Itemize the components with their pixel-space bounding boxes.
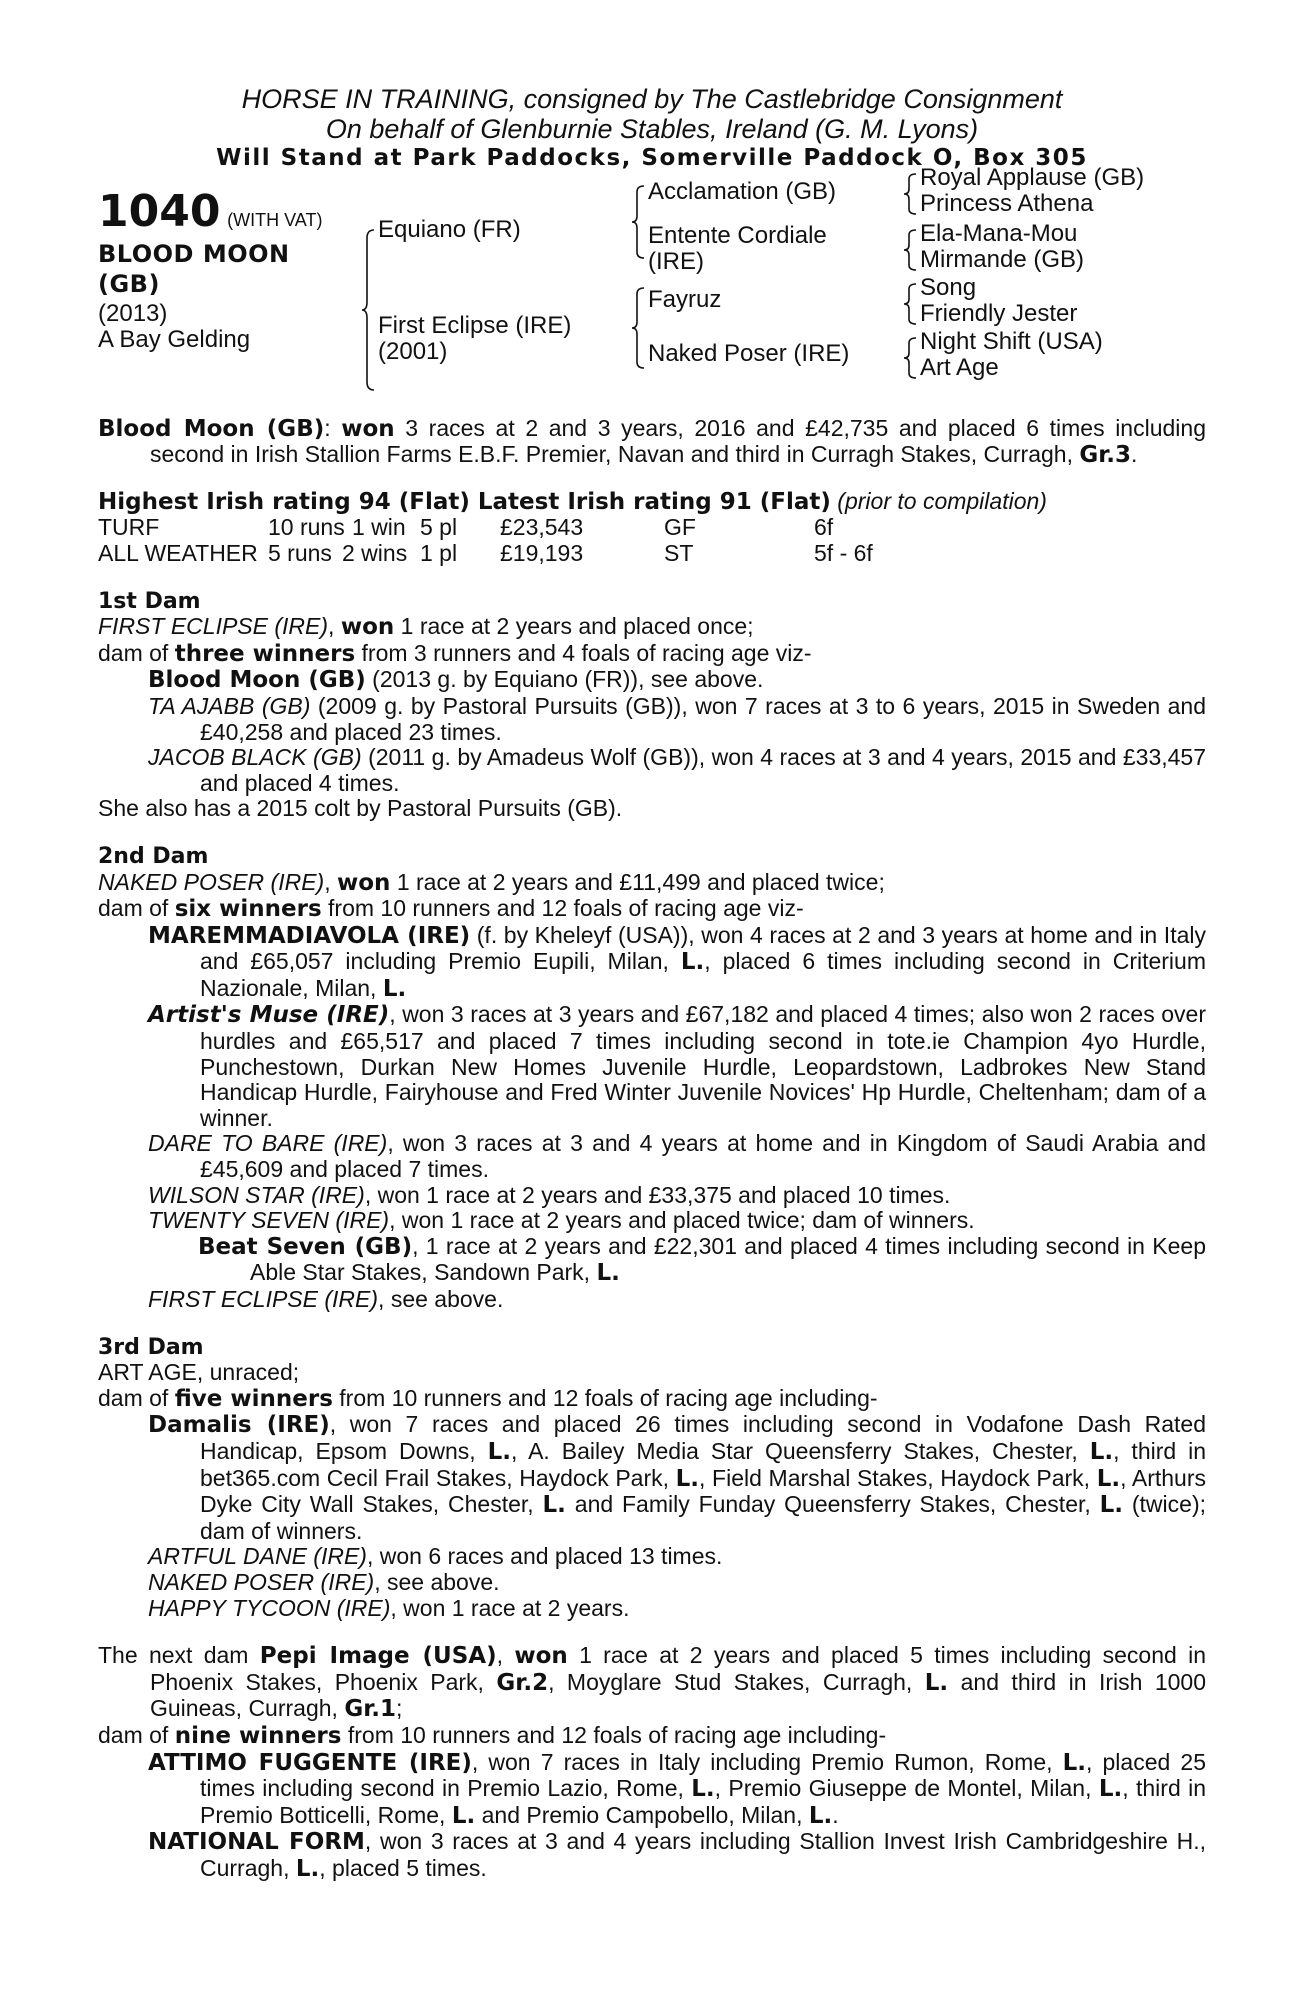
- dam-sire-dam: Friendly Jester: [920, 299, 1078, 327]
- produce-text: , won 1 race at 2 years and placed twice; dam of winners.: [389, 1207, 975, 1234]
- produce-text: , Premio Giuseppe de Montel, Milan,: [714, 1775, 1099, 1802]
- won-label: won: [341, 415, 395, 442]
- produce-entry: [98, 1544, 1206, 1570]
- ratings-note: (prior to compilation): [830, 487, 1047, 514]
- consignor-line: HORSE IN TRAINING, consigned by The Castlebridge Consignment: [241, 84, 1063, 114]
- listed-badge: L.: [675, 1465, 700, 1492]
- produce-text: , won 1 race at 2 years and £33,375 and placed 10 times.: [364, 1181, 951, 1208]
- produce-name: FIRST ECLIPSE (IRE): [148, 1286, 379, 1312]
- dam-name: Pepi Image (USA): [259, 1643, 497, 1670]
- dam-record-text: 1 race at 2 years and £11,499 and placed twice;: [390, 868, 885, 895]
- produce-entry: [98, 923, 1206, 1003]
- produce-name: TA AJABB (GB): [148, 692, 311, 719]
- dam-year: (2001): [378, 337, 448, 365]
- wins: 1 win: [352, 514, 406, 541]
- produce-entry: [98, 745, 1206, 796]
- produce-text: and Premio Campobello, Milan,: [475, 1801, 809, 1828]
- bracket-ds: [906, 284, 920, 324]
- dam-record-text: 1 race at 2 years and placed 5 times including second in Phoenix Stakes, Phoenix Park,: [150, 1642, 1206, 1695]
- runs: 5 runs: [268, 539, 332, 566]
- lot-number: 1040: [98, 185, 221, 237]
- dam-produce-summary: [98, 641, 1206, 668]
- listed-badge: L.: [691, 1776, 715, 1803]
- produce-name: HAPPY TYCOON (IRE): [148, 1594, 391, 1621]
- dam-of: dam of: [98, 1721, 175, 1748]
- horse-country: (GB): [98, 269, 160, 298]
- produce-entry: [98, 1829, 1206, 1882]
- dam-dam-dam: Art Age: [920, 353, 999, 381]
- produce-text: .: [832, 1801, 839, 1828]
- produce-entry: [98, 1596, 1206, 1622]
- section-heading: 1st Dam: [98, 588, 201, 614]
- produce-text: from 10 runners and 12 foals of racing age including-: [341, 1721, 887, 1748]
- second-dam-section: [98, 844, 1206, 1313]
- dam-produce-summary: [98, 1386, 1206, 1413]
- produce-text: (2011 g. by Amadeus Wolf (GB)), won 4 races at 3 and 4 years, 2015 and £33,457 and placed 4 times.: [200, 744, 1207, 796]
- ratings-row: [98, 515, 1206, 541]
- produce-name: NAKED POSER (IRE): [148, 1568, 375, 1595]
- produce-text: , won 1 race at 2 years.: [390, 1594, 630, 1621]
- sire-sire-dam: Princess Athena: [920, 189, 1094, 217]
- placed: 5 pl: [420, 514, 458, 541]
- dam-of: dam of: [98, 639, 175, 666]
- produce-entry: [98, 1412, 1206, 1544]
- produce-text: , won 3 races at 3 years and £67,182 and placed 4 times; also won 2 races over hurdles and £65,517 and placed 7 times including second in tote.ie Champion 4yo Hurdle, Punchestown, Durkan New Homes Juvenile Hurdle, Leopardstown, Ladbrokes New Stand Handicap Hurdle, Fairyhouse and Fred Winter Juvenile Novices' Hp Hurdle, Cheltenham; dam of a winner.: [200, 1001, 1206, 1131]
- produce-text: , Field Marshal Stakes, Haydock Park,: [699, 1464, 1097, 1491]
- first-dam-section: [98, 589, 1206, 822]
- summary-end: .: [1131, 441, 1138, 468]
- dam-of: dam of: [98, 1384, 175, 1411]
- summary-text: 3 races at 2 and 3 years, 2016 and £42,735 and placed 6 times including second in Irish Stallion Farms E.B.F. Premier, Navan and third in Curragh Stakes, Curragh,: [150, 414, 1206, 468]
- produce-name: NATIONAL FORM: [148, 1829, 365, 1856]
- produce-name: Damalis (IRE): [148, 1412, 330, 1439]
- produce-text: , won 3 races at 3 and 4 years at home and in Kingdom of Saudi Arabia and £45,609 and placed 7 times.: [200, 1130, 1206, 1183]
- produce-text: , 1 race at 2 years and £22,301 and placed 4 times including second in Keep Able Star Stakes, Sandown Park,: [250, 1232, 1206, 1286]
- produce-text: , placed 6 times including second in Criterium Nazionale, Milan,: [200, 948, 1206, 1001]
- going: ST: [664, 539, 694, 566]
- produce-text: and Family Funday Queensferry Stakes, Chester,: [565, 1491, 1100, 1518]
- group-badge: Gr.3: [1079, 442, 1132, 469]
- dam-dam-sire: Night Shift (USA): [920, 327, 1103, 355]
- produce-name: JACOB BLACK (GB): [148, 744, 362, 771]
- sire-sire-sire: Royal Applause (GB): [920, 163, 1145, 191]
- produce-name: MAREMMADIAVOLA (IRE): [148, 922, 471, 949]
- listed-badge: L.: [924, 1669, 949, 1696]
- produce-name: Beat Seven (GB): [198, 1233, 413, 1260]
- produce-text: , placed 25 times including second in Premio Lazio, Rome,: [200, 1748, 1206, 1802]
- produce-entry: [98, 1208, 1206, 1234]
- race-summary: Blood Moon (GB): won 3 races at 2 and 3 years, 2016 and £42,735 and placed 6 times including second in Irish Stallion Farms E.B.F. Premier, Navan and third in Curragh Stakes, Curragh, Gr.3.: [98, 414, 1206, 469]
- lot-number-line: [98, 185, 323, 237]
- produce-name: ARTFUL DANE (IRE): [148, 1543, 367, 1570]
- won-label: won: [337, 869, 391, 896]
- produce-text: from 10 runners and 12 foals of racing age viz-: [321, 895, 804, 922]
- listed-badge: L.: [542, 1492, 566, 1519]
- produce-text: from 3 runners and 4 foals of racing age viz-: [355, 639, 812, 666]
- also-note: She also has a 2015 colt by Pastoral Pursuits (GB).: [98, 795, 623, 822]
- produce-name: DARE TO BARE (IRE): [148, 1130, 388, 1157]
- dam-sire: Fayruz: [648, 285, 722, 313]
- winner-count: nine winners: [174, 1722, 342, 1749]
- dam-record-text: , Moyglare Stud Stakes, Curragh,: [548, 1668, 925, 1695]
- produce-name: WILSON STAR (IRE): [148, 1181, 365, 1208]
- produce-text: , won 6 races and placed 13 times.: [366, 1543, 723, 1570]
- won-label: won: [514, 1643, 568, 1670]
- wins: 2 wins: [342, 539, 408, 566]
- produce-text: from 10 runners and 12 foals of racing age including-: [332, 1384, 878, 1411]
- ratings-row: [98, 541, 1206, 567]
- pedigree-block: [98, 163, 1206, 400]
- produce-entry: [98, 1287, 1206, 1313]
- winner-count: three winners: [174, 640, 356, 667]
- grand-produce-entry: [98, 1234, 1206, 1287]
- dam-record-text: 1 race at 2 years and placed once;: [394, 613, 754, 640]
- dam-dam: Naked Poser (IRE): [648, 339, 850, 367]
- produce-name: TWENTY SEVEN (IRE): [148, 1207, 390, 1234]
- winner-count: six winners: [174, 896, 322, 923]
- dam-produce-summary: [98, 896, 1206, 923]
- listed-badge: L.: [680, 949, 705, 976]
- produce-text: , won 3 races at 3 and 4 years including Stallion Invest Irish Cambridgeshire H., Curragh,: [200, 1828, 1207, 1881]
- listed-badge: L.: [1099, 1492, 1124, 1519]
- dam-of: dam of: [98, 895, 175, 922]
- produce-text: , third in Premio Botticelli, Rome,: [200, 1775, 1206, 1828]
- produce-text: , A. Bailey Media Star Queensferry Stakes, Chester,: [511, 1437, 1090, 1464]
- winner-count: five winners: [174, 1385, 333, 1412]
- listed-badge: L.: [1098, 1776, 1123, 1803]
- produce-text: , see above.: [378, 1286, 504, 1312]
- surface: TURF: [98, 514, 160, 541]
- produce-text: , won 7 races and placed 26 times including second in Vodafone Dash Rated Handicap, Epsom Downs,: [200, 1411, 1206, 1464]
- bracket-dam: [634, 288, 648, 368]
- section-heading: 2nd Dam: [98, 843, 209, 869]
- produce-name: Artist's Muse (IRE): [148, 1002, 390, 1029]
- produce-entry: [98, 667, 1206, 694]
- ratings-block: [98, 489, 1206, 567]
- produce-text: (f. by Kheleyf (USA)), won 4 races at 2 and 3 years at home and in Italy and £65,057 including Premio Eupili, Milan,: [200, 921, 1206, 975]
- listed-badge: L.: [382, 975, 407, 1002]
- produce-text: (2009 g. by Pastoral Pursuits (GB)), won 7 races at 3 to 6 years, 2015 in Sweden and £40,258 and placed 23 times.: [200, 692, 1207, 745]
- prize-money: £19,193: [500, 539, 584, 566]
- dam-name: FIRST ECLIPSE (IRE): [98, 613, 329, 640]
- going: GF: [664, 514, 696, 541]
- produce-entry: [98, 1750, 1206, 1830]
- dam-record: NAKED POSER (IRE), won 1 race at 2 years and £11,499 and placed twice;: [98, 868, 885, 896]
- horse-name: BLOOD MOON: [98, 239, 290, 268]
- dam-record: ART AGE, unraced;: [98, 1359, 300, 1386]
- produce-text: , Arthurs Dyke City Wall Stakes, Chester,: [200, 1464, 1206, 1518]
- listed-badge: L.: [596, 1260, 620, 1287]
- sire-sire: Acclamation (GB): [648, 177, 837, 205]
- dam-produce-summary: [98, 1723, 1206, 1750]
- third-dam-section: [98, 1335, 1206, 1622]
- runs: 10 runs: [268, 514, 345, 541]
- sire: Equiano (FR): [378, 215, 521, 243]
- bracket-sd: [906, 230, 920, 270]
- produce-entry: [98, 694, 1206, 745]
- produce-text: , placed 5 times.: [319, 1854, 487, 1881]
- dam-sire-sire: Song: [920, 273, 977, 301]
- won-label: won: [340, 614, 395, 641]
- produce-name: Blood Moon (GB): [148, 667, 366, 694]
- section-heading: 3rd Dam: [98, 1334, 204, 1360]
- catalogue-page: [98, 84, 1206, 1882]
- produce-entry: [98, 1131, 1206, 1182]
- surface: ALL WEATHER: [98, 539, 258, 566]
- ratings-heading: Highest Irish rating 94 (Flat) Latest Irish rating 91 (Flat): [98, 488, 831, 515]
- listed-badge: L.: [808, 1802, 833, 1829]
- placed: 1 pl: [420, 539, 458, 566]
- group-badge: Gr.1: [344, 1696, 397, 1723]
- vat-note: (WITH VAT): [227, 209, 323, 230]
- produce-text: , third in bet365.com Cecil Frail Stakes, Haydock Park,: [200, 1437, 1206, 1491]
- bracket-dd: [906, 338, 920, 378]
- sire-dam-sire: Ela-Mana-Mou: [920, 219, 1078, 247]
- bracket-gen1: [364, 230, 378, 390]
- bracket-ss: [906, 174, 920, 214]
- produce-text: (twice); dam of winners.: [200, 1491, 1206, 1544]
- produce-entry: [98, 1183, 1206, 1209]
- dam-record-text: ;: [396, 1695, 403, 1722]
- ratings-title: [98, 489, 1206, 516]
- sire-dam-dam: Mirmande (GB): [920, 245, 1085, 273]
- produce-text: (2013 g. by Equiano (FR)), see above.: [365, 666, 764, 693]
- produce-text: , won 7 races in Italy including Premio Rumon, Rome,: [471, 1748, 1063, 1775]
- produce-entry: [98, 1570, 1206, 1596]
- dam-record: The next dam Pepi Image (USA), won 1 race at 2 years and placed 5 times including second in Phoenix Stakes, Phoenix Park, Gr.2, Moyglare Stud Stakes, Curragh, L. and third in Irish 1000 Guineas, Curragh, Gr.1;: [98, 1642, 1207, 1723]
- produce-entry: [98, 1002, 1206, 1131]
- lead-text: The next dam: [98, 1642, 260, 1669]
- listed-badge: L.: [1062, 1749, 1087, 1776]
- horse-description: A Bay Gelding: [98, 325, 251, 353]
- listed-badge: L.: [1089, 1438, 1114, 1465]
- dam-name: NAKED POSER (IRE): [98, 868, 325, 895]
- listed-badge: L.: [295, 1855, 320, 1882]
- prize-money: £23,543: [500, 514, 584, 541]
- dam-record-text: and third in Irish 1000 Guineas, Curragh,: [150, 1668, 1207, 1722]
- listed-badge: L.: [487, 1438, 512, 1465]
- dam: First Eclipse (IRE): [378, 311, 572, 339]
- next-dam-section: [98, 1643, 1206, 1882]
- summary-horse-name: Blood Moon (GB): [98, 415, 325, 442]
- produce-name: ATTIMO FUGGENTE (IRE): [148, 1749, 472, 1776]
- distance: 6f: [814, 514, 834, 541]
- vendor-line: On behalf of Glenburnie Stables, Ireland (G. M. Lyons): [325, 114, 979, 144]
- dam-record: FIRST ECLIPSE (IRE), won 1 race at 2 years and placed once;: [98, 613, 754, 641]
- distance: 5f - 6f: [814, 539, 873, 566]
- horse-year: (2013): [98, 299, 168, 327]
- produce-text: , see above.: [374, 1568, 500, 1595]
- listed-badge: L.: [1096, 1465, 1121, 1492]
- listed-badge: L.: [451, 1802, 476, 1829]
- bracket-sire: [634, 186, 648, 258]
- group-badge: Gr.2: [496, 1669, 549, 1696]
- location-line: Will Stand at Park Paddocks, Somerville Paddock O, Box 305: [216, 145, 1088, 171]
- sire-dam: Entente Cordiale: [648, 221, 827, 249]
- sire-dam-country: (IRE): [648, 247, 704, 275]
